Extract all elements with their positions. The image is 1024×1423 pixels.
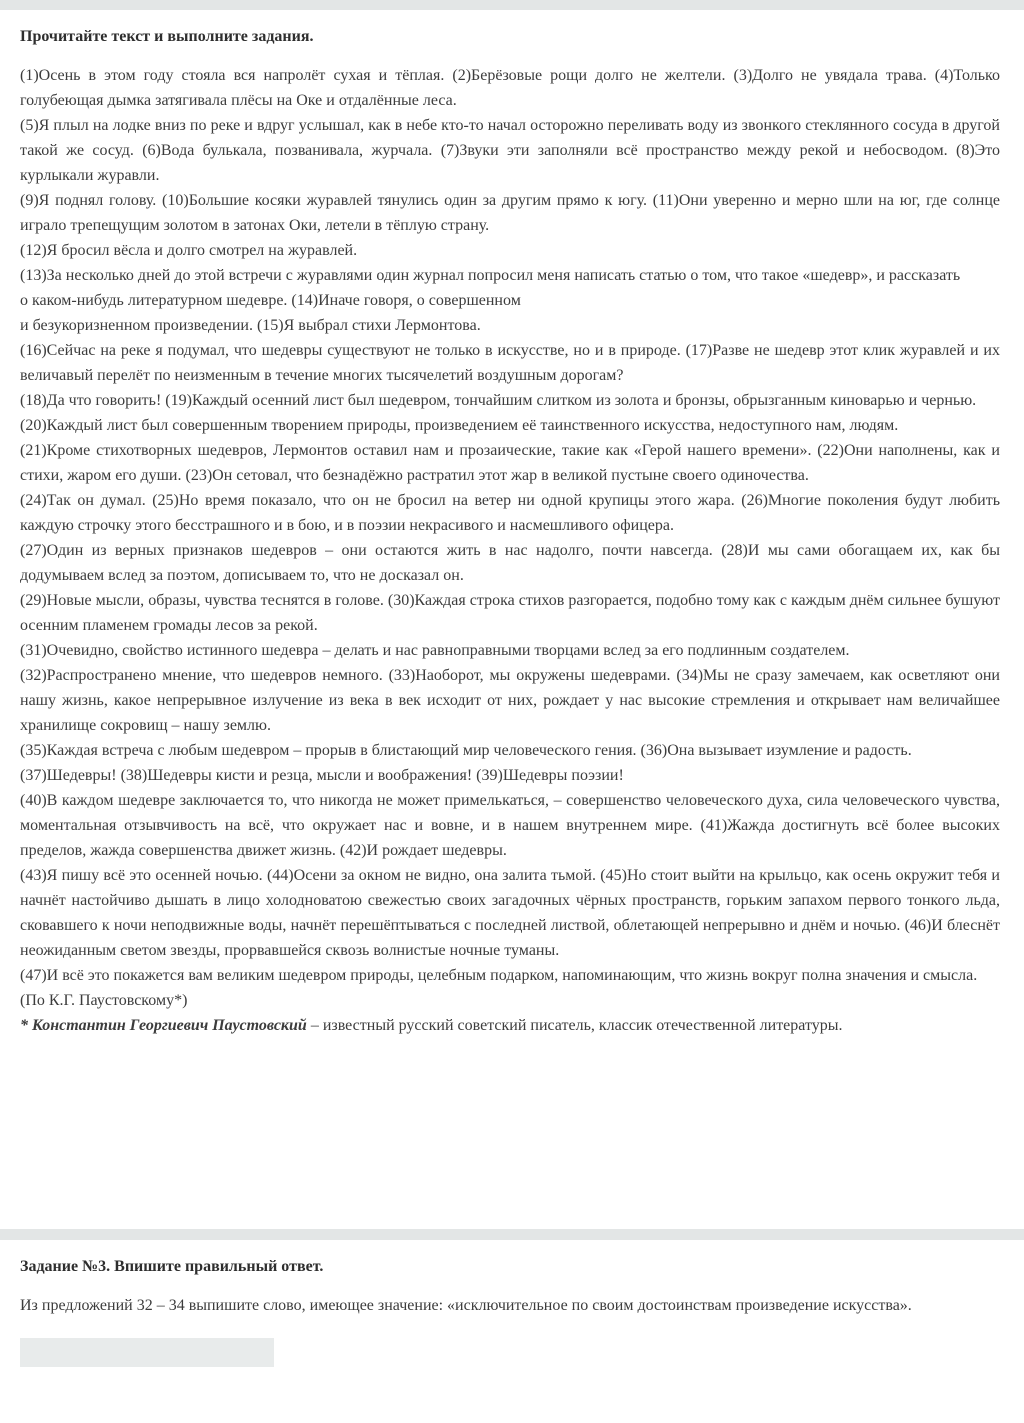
text-paragraph: (43)Я пишу всё это осенней ночью. (44)Осени за окном не видно, она залита тьмой. (45)Но стоит выйти на крыльцо, как осень окружит тебя и начнёт настойчиво дышать в лицо холодноватою свежестью своих загадочных чёрных пространств, горьким запахом первого тонкого льда, сковавшего к ночи неподвижные воды, начнёт перешёптываться с последней листвой, облетающей непрерывно и днём и ночью. (46)И блеснёт неожиданным светом звезды, прорвавшейся сквозь волнистые ночные туманы. [20, 867, 1000, 959]
reading-section [20, 26, 1000, 1038]
text-paragraph: (31)Очевидно, свойство истинного шедевра – делать и нас равноправными творцами вслед за его подлинным создателем. [20, 642, 850, 659]
text-paragraph: (12)Я бросил вёсла и долго смотрел на журавлей. [20, 242, 358, 259]
footnote-author: * Константин Георгиевич Паустовский [20, 1017, 307, 1034]
text-paragraph: (18)Да что говорить! (19)Каждый осенний лист был шедевром, тончайшим слитком из золота и бронзы, обрызганным киноварью и чернью. [20, 392, 977, 409]
text-paragraph: (32)Распространено мнение, что шедевров немного. (33)Наоборот, мы окружены шедеврами. (34)Мы не сразу замечаем, как осветляют они нашу жизнь, какое непрерывное излучение из века в век исходит от них, рождает у нас высокие стремления и открывает нам величайшее хранилище сокровищ – нашу землю. [20, 667, 1000, 734]
text-paragraph: (27)Один из верных признаков шедевров – они остаются жить в нас надолго, почти навсегда. (28)И мы сами обогащаем их, как бы додумываем вслед за поэтом, дописываем то, что не досказал он. [20, 542, 1000, 584]
text-paragraph: (16)Сейчас на реке я подумал, что шедевры существуют не только в искусстве, но и в природе. (17)Разве не шедевр этот клик журавлей и их величавый перелёт по неизменным в течение многих тысячелетий воздушным дорогам? [20, 342, 1000, 384]
task-title: Задание №3. Впишите правильный ответ. [20, 1258, 324, 1275]
reading-text [20, 63, 1000, 1038]
footnote [20, 1013, 1000, 1038]
text-paragraph: (37)Шедевры! (38)Шедевры кисти и резца, мысли и воображения! (39)Шедевры поэзии! [20, 767, 624, 784]
source-attribution: (По К.Г. Паустовскому*) [20, 992, 188, 1009]
text-paragraph: (20)Каждый лист был совершенным творением природы, произведением её таинственного искусства, недоступного нам, людям. [20, 417, 899, 434]
footnote-description: – известный русский советский писатель, классик отечественной литературы. [306, 1017, 843, 1034]
text-paragraph: (1)Осень в этом году стояла вся напролёт сухая и тёплая. (2)Берёзовые рощи долго не желтели. (3)Долго не увядала трава. (4)Только голубеющая дымка затягивала плёсы на Оке и отдалённые леса. [20, 67, 1000, 109]
section-divider [0, 1229, 1024, 1240]
text-paragraph: (24)Так он думал. (25)Но время показало, что он не бросил на ветер ни одной крупицы этого жара. (26)Многие поколения будут любить каждую строчку этого бесстрашного и в бою, и в поэзии некрасивого и насмешливого офицера. [20, 492, 1000, 534]
text-paragraph: о каком-нибудь литературном шедевре. (14)Иначе говоря, о совершенном [20, 292, 521, 309]
text-paragraph: (5)Я плыл на лодке вниз по реке и вдруг услышал, как в небе кто-то начал осторожно переливать воду из звонкого стеклянного сосуда в другой такой же сосуд. (6)Вода булькала, позванивала, журчала. (7)Звуки эти заполняли всё пространство между рекой и небосводом. (8)Это курлыкали журавли. [20, 117, 1000, 184]
text-paragraph: (47)И всё это покажется вам великим шедевром природы, целебным подарком, напоминающим, что жизнь вокруг полна значения и смысла. [20, 967, 978, 984]
task-question: Из предложений 32 – 34 выпишите слово, имеющее значение: «исключительное по своим достоинствам произведение искусства». [20, 1297, 912, 1314]
top-divider-bar [0, 0, 1024, 10]
text-paragraph: (9)Я поднял голову. (10)Большие косяки журавлей тянулись один за другим прямо к югу. (11)Они уверенно и мерно шли на юг, где солнце играло трепещущим золотом в затонах Оки, летели в тёплую страну. [20, 192, 1000, 234]
text-paragraph: (13)За несколько дней до этой встречи с журавлями один журнал попросил меня написать статью о том, что такое «шедевр», и рассказать [20, 267, 961, 284]
answer-input[interactable] [20, 1338, 274, 1367]
section-heading: Прочитайте текст и выполните задания. [20, 28, 314, 45]
text-paragraph: (29)Новые мысли, образы, чувства теснятся в голове. (30)Каждая строка стихов разгорается, подобно тому как с каждым днём сильнее бушуют осенним пламенем громады лесов за рекой. [20, 592, 1000, 634]
text-paragraph: (40)В каждом шедевре заключается то, что никогда не может примелькаться, – совершенство человеческого духа, сила человеческого чувства, моментальная отзывчивость на всё, что окружает нас и вовне, и в нашем внутреннем мире. (41)Жажда достигнуть всё более высоких пределов, жажда совершенства движет жизнь. (42)И рождает шедевры. [20, 792, 1000, 859]
text-paragraph: и безукоризненном произведении. (15)Я выбрал стихи Лермонтова. [20, 317, 481, 334]
text-paragraph: (21)Кроме стихотворных шедевров, Лермонтов оставил нам и прозаические, такие как «Герой нашего времени». (22)Они наполнены, как и стихи, жаром его души. (23)Он сетовал, что безнадёжно растратил этот жар в великой пустыне своего одиночества. [20, 442, 1000, 484]
task-section [20, 1256, 1000, 1367]
text-paragraph: (35)Каждая встреча с любым шедевром – прорыв в блистающий мир человеческого гения. (36)Она вызывает изумление и радость. [20, 742, 912, 759]
